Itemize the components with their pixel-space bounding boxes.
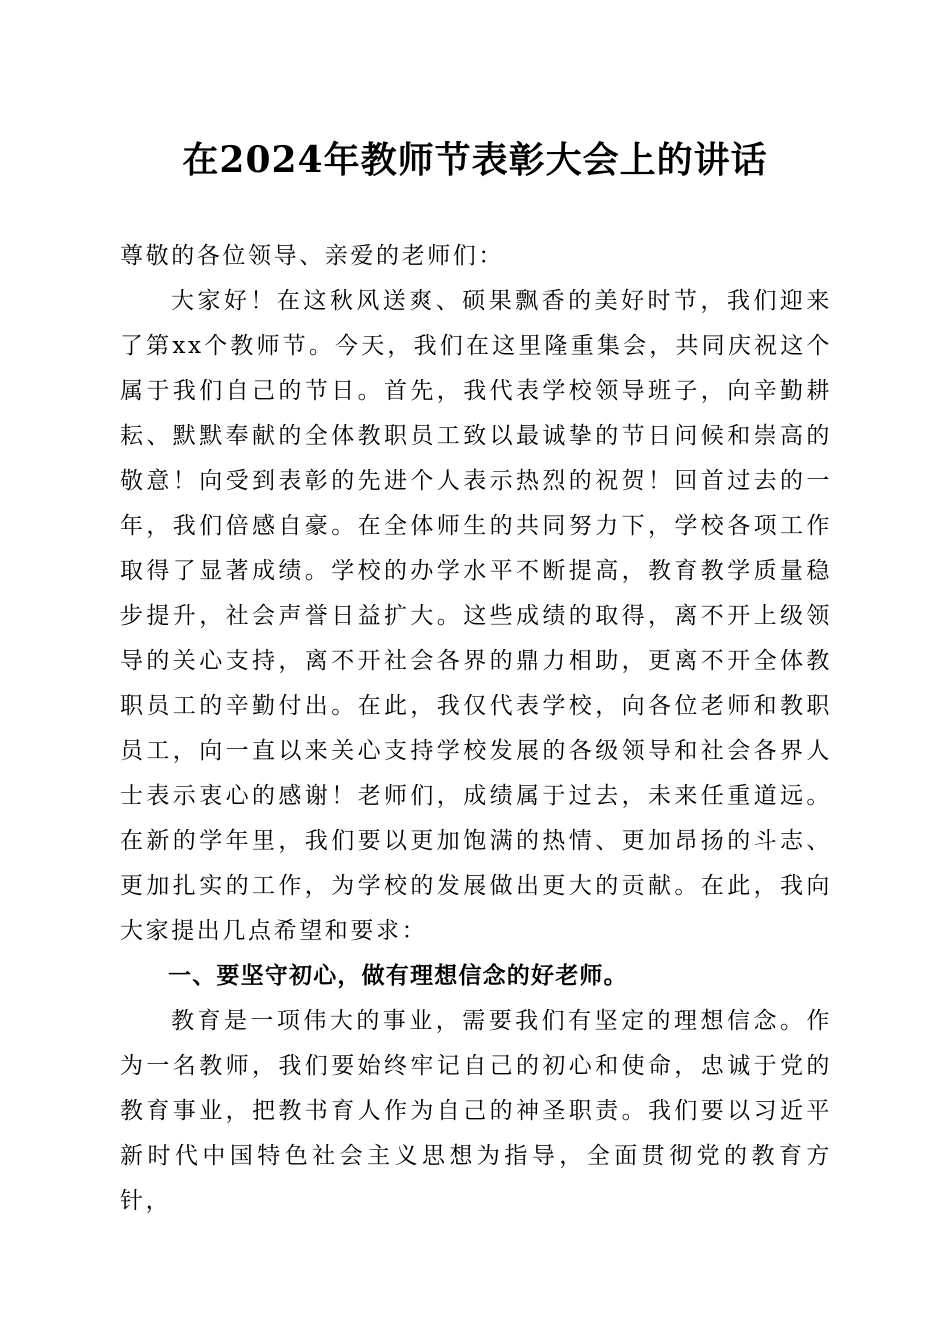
paragraph-opening: 大家好！在这秋风送爽、硕果飘香的美好时节，我们迎来了第xx个教师节。今天，我们在这里隆重集会，共同庆祝这个属于我们自己的节日。首先，我代表学校领导班子，向辛勤耕耘、默默奉献的全体教职员工致以最诚挚的节日问候和崇高的敬意！向受到表彰的先进个人表示热烈的祝贺！回首过去的一年，我们倍感自豪。在全体师生的共同努力下，学校各项工作取得了显著成绩。学校的办学水平不断提高，教育教学质量稳步提升，社会声誉日益扩大。这些成绩的取得，离不开上级领导的关心支持，离不开社会各界的鼎力相助，更离不开全体教职员工的辛勤付出。在此，我仅代表学校，向各位老师和教职员工，向一直以来关心支持学校发展的各级领导和社会各界人士表示衷心的感谢！老师们，成绩属于过去，未来任重道远。在新的学年里，我们要以更加饱满的热情、更加昂扬的斗志、更加扎实的工作，为学校的发展做出更大的贡献。在此，我向大家提出几点希望和要求： <box>120 288 832 944</box>
section-heading-1: 一、要坚守初心，做有理想信念的好老师。 <box>168 963 628 989</box>
document-body <box>120 234 832 1224</box>
paragraph-section-1: 教育是一项伟大的事业，需要我们有坚定的理想信念。作为一名教师，我们要始终牢记自己的初心和使命，忠诚于党的教育事业，把教书育人作为自己的神圣职责。我们要以习近平新时代中国特色社会主义思想为指导，全面贯彻党的教育方针， <box>120 1008 832 1214</box>
document-title: 在2024年教师节表彰大会上的讲话 <box>182 139 768 181</box>
salutation: 尊敬的各位领导、亲爱的老师们： <box>120 243 504 269</box>
